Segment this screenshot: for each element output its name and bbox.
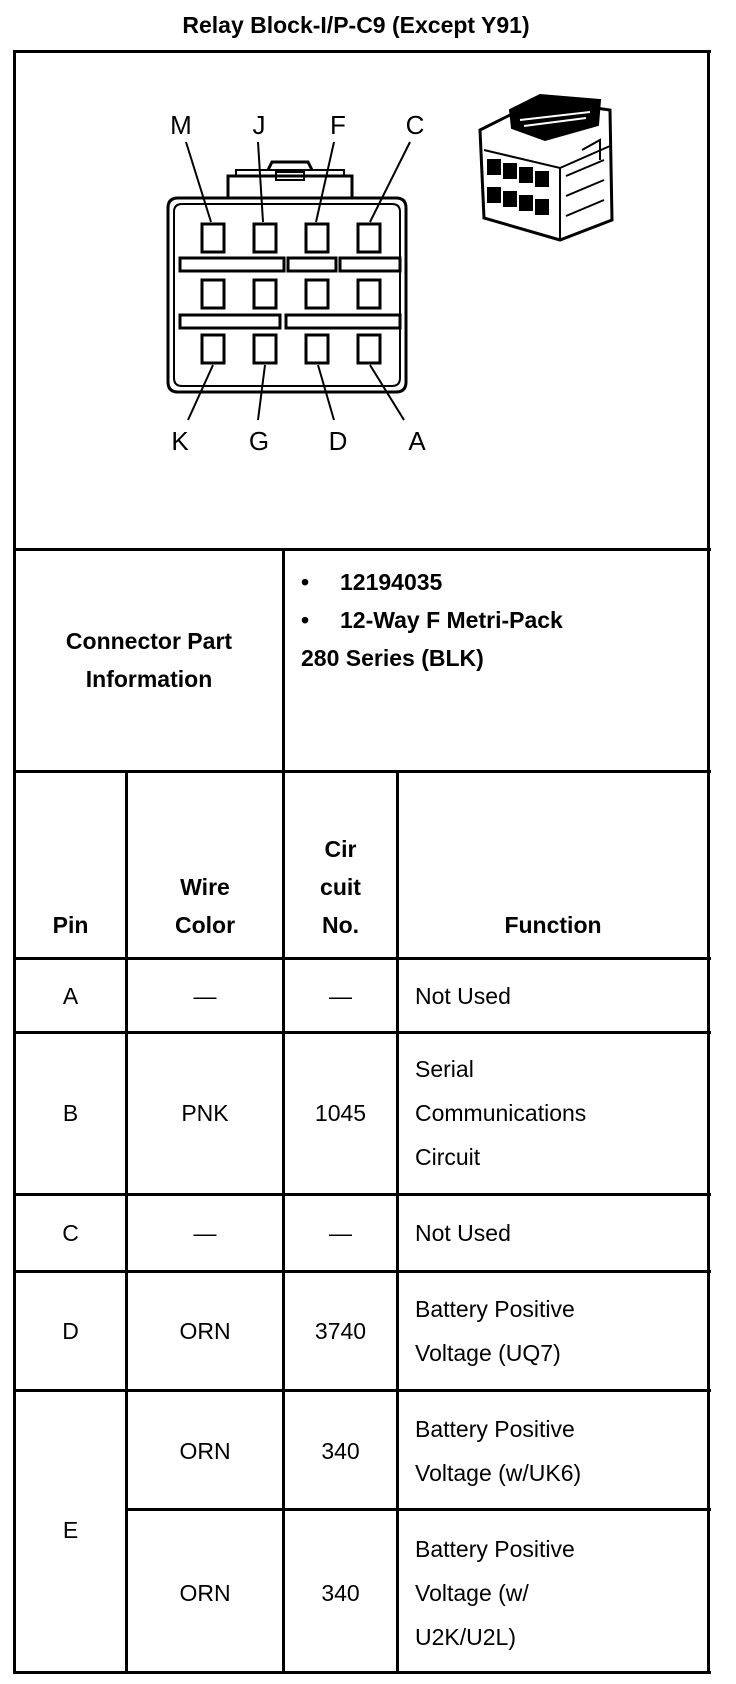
cell-function-1: Battery Positive <box>415 1296 575 1322</box>
sep-header <box>13 957 711 960</box>
cell-circuit: 3740 <box>314 1318 367 1344</box>
cell-circuit: 340 <box>321 1580 360 1606</box>
cell-wire: ORN <box>179 1580 231 1606</box>
sep-row-d <box>13 1389 711 1392</box>
pin-label-F: F <box>330 110 346 140</box>
cell-function-2: Voltage (w/ <box>415 1580 529 1606</box>
bullet-icon: • <box>301 569 310 595</box>
bullet-icon: • <box>301 607 310 633</box>
cell-pin: E <box>62 1517 79 1543</box>
sep-row-b <box>13 1193 711 1196</box>
part-info-label-2: Information <box>85 666 213 692</box>
cell-function-2: Voltage (w/UK6) <box>415 1460 582 1486</box>
header-circuit-1: Cir <box>324 836 357 862</box>
cell-pin: B <box>62 1100 79 1126</box>
cell-function-1: Serial <box>415 1056 474 1082</box>
cell-function-3: U2K/U2L) <box>415 1624 516 1650</box>
cell-circuit: 1045 <box>314 1100 367 1126</box>
pin-label-A: A <box>408 426 426 456</box>
cell-function-3: Circuit <box>415 1144 481 1170</box>
header-function: Function <box>504 912 602 938</box>
header-circuit-2: cuit <box>320 874 361 900</box>
vsep-partinfo <box>282 548 285 773</box>
connector-type: 12-Way F Metri-Pack <box>340 607 563 633</box>
pin-label-D: D <box>328 426 348 456</box>
cell-pin: C <box>62 1220 79 1246</box>
cell-function-2: Voltage (UQ7) <box>415 1340 561 1366</box>
cell-pin: A <box>62 983 79 1009</box>
connector-diagram <box>0 0 736 560</box>
cell-function-2: Communications <box>415 1100 587 1126</box>
connector-iso-view <box>480 95 612 240</box>
cell-wire: — <box>193 1220 217 1246</box>
pin-label-M: M <box>170 110 192 140</box>
cell-wire: PNK <box>181 1100 229 1126</box>
sep-row-a <box>13 1031 711 1034</box>
pin-label-C: C <box>405 110 425 140</box>
header-circuit-3: No. <box>321 912 360 938</box>
cell-circuit: 340 <box>321 1438 360 1464</box>
cell-circuit: — <box>329 983 352 1009</box>
pin-label-J: J <box>252 110 266 140</box>
connector-type-cont: 280 Series (BLK) <box>301 645 484 671</box>
cell-circuit: — <box>329 1220 352 1246</box>
cell-function: Not Used <box>415 1220 511 1246</box>
header-wire-1: Wire <box>180 874 230 900</box>
cell-wire: ORN <box>179 1438 231 1464</box>
part-number: 12194035 <box>340 569 443 595</box>
sep-row-e-sub <box>125 1508 711 1511</box>
header-wire-2: Color <box>174 912 236 938</box>
page-title: Relay Block-I/P-C9 (Except Y91) <box>182 12 530 38</box>
cell-function-1: Battery Positive <box>415 1536 575 1562</box>
frame-bottom <box>13 1671 711 1674</box>
part-info-label-1: Connector Part <box>65 628 233 654</box>
cell-wire: — <box>193 983 217 1009</box>
cell-function-1: Battery Positive <box>415 1416 575 1442</box>
header-pin: Pin <box>52 912 89 938</box>
pin-label-K: K <box>171 426 189 456</box>
cell-pin: D <box>62 1318 79 1344</box>
cell-function: Not Used <box>415 983 511 1009</box>
sep-partinfo <box>13 770 711 773</box>
pin-label-G: G <box>248 426 270 456</box>
sep-row-c <box>13 1270 711 1273</box>
cell-wire: ORN <box>179 1318 231 1344</box>
